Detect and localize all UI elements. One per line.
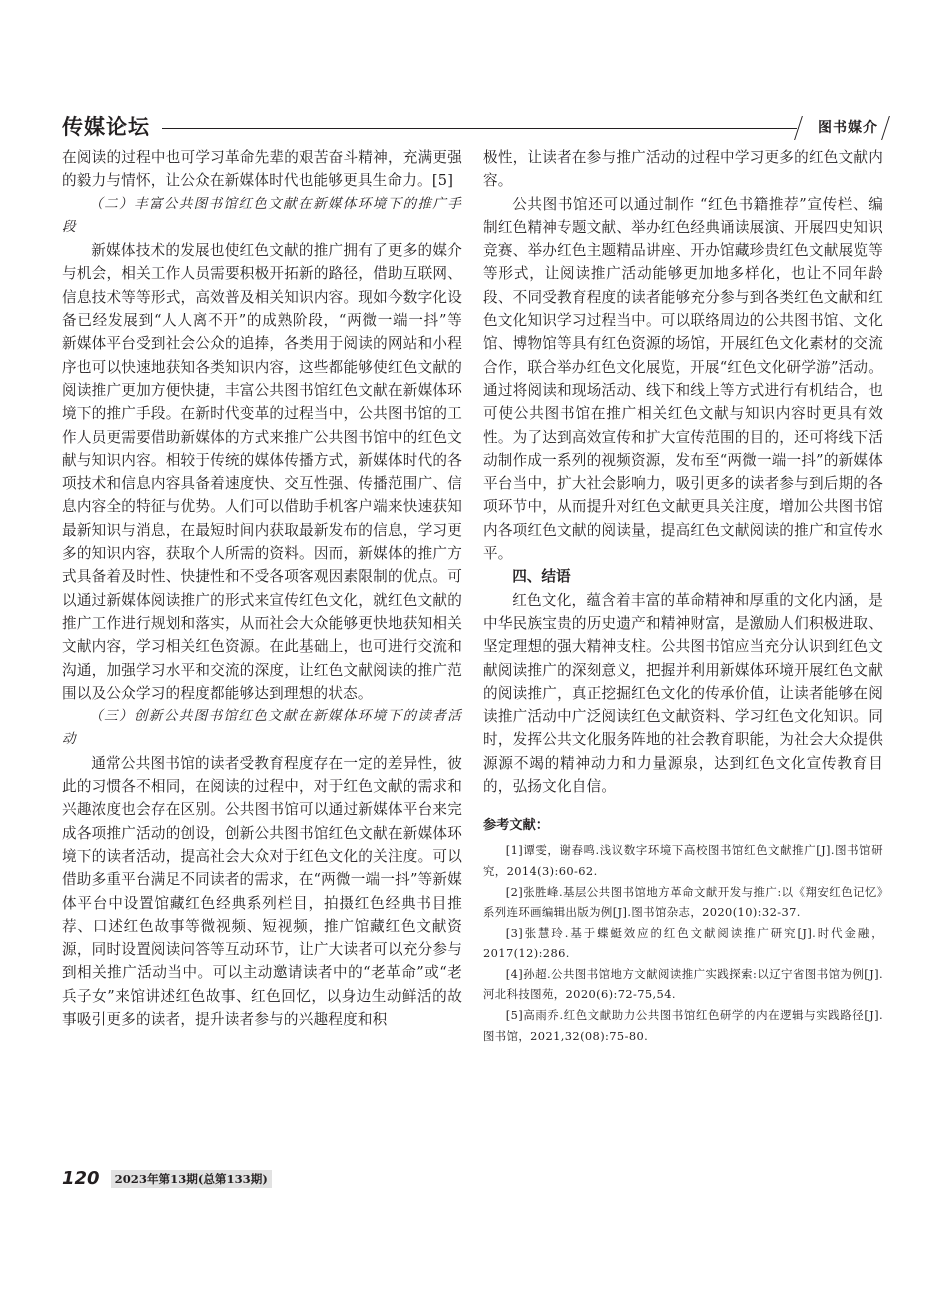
- header-rule: [162, 128, 797, 129]
- reference-item: [3]张慧玲.基于蝶蜓效应的红色文献阅读推广研究[J].时代金融，2017(12):286.: [483, 925, 883, 961]
- header-slash-right: [881, 116, 890, 140]
- paragraph: 公共图书馆还可以通过制作 “红色书籍推荐”宣传栏、编制红色精神专题文献、举办红色经典诵读展演、开展四史知识竞赛、举办红色主题精品讲座、开办馆藏珍贵红色文献展览等等形式，让阅读推广活动能够更加地多样化，也让不同年龄段、不同受教育程度的读者能够充分参与到各类红色文献和红色文化知识学习过程当中。可以联络周边的公共图书馆、文化馆、博物馆等具有红色资源的场馆，开展红色文化素材的交流合作，联合举办红色文化展览，开展“红色文化研学游”活动。通过将阅读和现场活动、线下和线上等方式进行有机结合，也可使公共图书馆在推广相关红色文献与知识内容时更具有效性。为了达到高效宣传和扩大宣传范围的目的，还可将线下活动制作成一系列的视频资源，发布至“两微一端一抖”的新媒体平台当中，扩大社会影响力，吸引更多的读者参与到后期的各项环节中，从而提升对红色文献更具关注度，增加公共图书馆内各项红色文献的阅读量，提高红色文献阅读的推广和宣传水平。: [483, 195, 883, 563]
- references-title: 参考文献：: [483, 818, 549, 834]
- reference-item: [2]张胜峰.基层公共图书馆地方革命文献开发与推广:以《翔安红色记忆》系列连环画编辑出版为例[J].图书馆杂志，2020(10):32-37.: [483, 884, 883, 920]
- reference-item: [1]谭雯，谢春鸣.浅议数字环境下高校图书馆红色文献推广[J].图书馆研究，2014(3):60-62.: [483, 843, 883, 878]
- paragraph: 通常公共图书馆的读者受教育程度存在一定的差异性，彼此的习惯各不相同，在阅读的过程中，对于红色文献的需求和兴趣浓度也会存在区别。公共图书馆可以通过新媒体平台来完成各项推广活动的创设，创新公共图书馆红色文献在新媒体环境下的读者活动，提高社会大众对于红色文化的关注度。可以借助多重平台满足不同读者的需求，在“两微一端一抖”等新媒体平台中设置馆藏红色经典系列栏目，拍摄红色经典书目推荐、口述红色故事等微视频、短视频，推广馆藏红色文献资源，同时设置阅读问答等互动环节，让广大读者可以充分参与到相关推广活动当中。可以主动邀请读者中的“老革命”或“老兵子女”来馆讲述红色故事、红色回忆，以身边生动鲜活的故事吸引更多的读者，提升读者参与的兴趣程度和积: [62, 754, 462, 1028]
- journal-section-title: 传媒论坛: [62, 115, 150, 139]
- paragraph: 极性，让读者在参与推广活动的过程中学习更多的红色文献内容。: [483, 149, 883, 190]
- subsection-heading: （二）丰富公共图书馆红色文献在新媒体环境下的推广手段: [62, 195, 462, 235]
- issue-label: 2023年第13期(总第133期): [111, 1170, 272, 1188]
- page-header: [62, 112, 892, 146]
- column-tag: 图书媒介: [818, 120, 878, 136]
- section-heading: 四、结语: [512, 568, 571, 586]
- paragraph: 新媒体技术的发展也使红色文献的推广拥有了更多的媒介与机会，相关工作人员需要积极开拓新的路径，借助互联网、信息技术等等形式，高效普及相关知识内容。现如今数字化设备已经发展到“人人离不开”的成熟阶段，“两微一端一抖”等新媒体平台受到社会公众的追捧，各类用于阅读的网站和小程序也可以快速地获知各类知识内容，这些都能够使红色文献的阅读推广更加方便快捷，丰富公共图书馆红色文献在新媒体环境下的推广手段。在新时代变革的过程当中，公共图书馆的工作人员更需要借助新媒体的方式来推广公共图书馆中的红色文献与知识内容。相较于传统的媒体传播方式，新媒体时代的各项技术和信息内容具备着速度快、交互性强、传播范围广、信息内容全的特征与优势。人们可以借助手机客户端来快速获知最新知识与消息，在最短时间内获取最新发布的信息，学习更多的知识内容，获取个人所需的资料。因而，新媒体的推广方式具备着及时性、快捷性和不受各项客观因素限制的优点。可以通过新媒体阅读推广的形式来宣传红色文化，就红色文献的推广工作进行规划和落实，从而社会大众能够更快地获知相关文献内容，学习相关红色资源。在此基础上，也可进行交流和沟通，加强学习水平和交流的深度，让红色文献阅读的推广范围以及公众学习的程度都能够达到理想的状态。: [62, 242, 462, 702]
- page-footer: [62, 1168, 272, 1190]
- page-number: 120: [62, 1168, 100, 1189]
- right-column: [483, 146, 883, 1046]
- paragraph: 在阅读的过程中也可学习革命先辈的艰苦奋斗精神，充满更强的毅力与情怀，让公众在新媒体时代也能够更具生命力。[5]: [62, 149, 462, 190]
- subsection-heading: （三）创新公共图书馆红色文献在新媒体环境下的读者活动: [62, 708, 462, 748]
- reference-item: [4]孙超.公共图书馆地方文献阅读推广实践探索:以辽宁省图书馆为例[J].河北科技图苑，2020(6):72-75,54.: [483, 966, 883, 1002]
- paragraph: 红色文化，蕴含着丰富的革命精神和厚重的文化内涵，是中华民族宝贵的历史遗产和精神财富，是激励人们积极进取、坚定理想的强大精神支柱。公共图书馆应当充分认识到红色文献阅读推广的深刻意义，把握并利用新媒体环境开展红色文献的阅读推广，真正挖掘红色文化的传承价值，让读者能够在阅读推广活动中广泛阅读红色文献资料、学习红色文化知识。同时，发挥公共文化服务阵地的社会教育职能，为社会大众提供源源不竭的精神动力和力量源泉，达到红色文化宣传教育目的，弘扬文化自信。: [483, 591, 883, 796]
- left-column: [62, 146, 462, 1031]
- reference-item: [5]高雨乔.红色文献助力公共图书馆红色研学的内在逻辑与实践路径[J].图书馆，2021,32(08):75-80.: [483, 1008, 883, 1043]
